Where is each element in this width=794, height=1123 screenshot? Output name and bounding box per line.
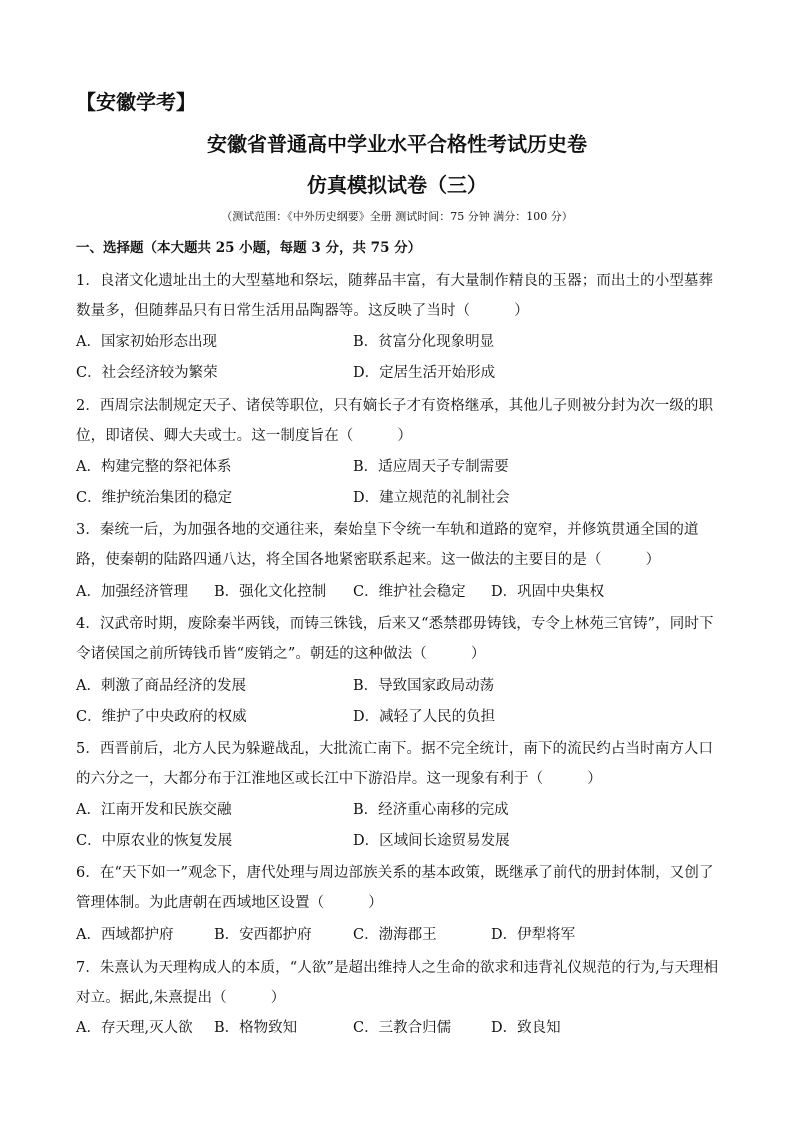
question-1-option-a[interactable]: A．国家初始形态出现	[76, 334, 217, 350]
question-7-option-d[interactable]: D．致良知	[491, 1020, 561, 1036]
exam-subtitle: 仿真模拟试卷（三）	[307, 173, 487, 197]
question-3	[76, 515, 722, 575]
question-4-option-a[interactable]: A．刺激了商品经济的发展	[76, 678, 246, 694]
question-7-close: ）	[270, 990, 286, 1006]
question-3-option-d[interactable]: D．巩固中央集权	[491, 584, 605, 600]
question-6-close: ）	[368, 895, 383, 911]
question-5-option-d[interactable]: D．区域间长途贸易发展	[353, 833, 510, 849]
exam-tag: 【安徽学考】	[76, 90, 196, 114]
question-5-option-a[interactable]: A．江南开发和民族交融	[76, 802, 232, 818]
question-7-stem: 7．朱熹认为天理构成人的本质，“人欲”是超出维持人之生命的欲求和违背礼仪规范的行为,与天理相对立。据此,朱熹提出（	[76, 960, 719, 1006]
question-1-stem: 1．良渚文化遗址出土的大型墓地和祭坛，随葬品丰富，有大量制作精良的玉器；而出土的小型墓葬数量多，但随葬品只有日常生活用品陶器等。这反映了当时（	[76, 273, 714, 319]
question-3-stem: 3．秦统一后，为加强各地的交通往来，秦始皇下令统一车轨和道路的宽窄，并修筑贯通全国的道路，使秦朝的陆路四通八达，将全国各地紧密联系起来。这一做法的主要目的是（	[76, 522, 699, 568]
question-5-stem: 5．西晋前后，北方人民为躲避战乱，大批流亡南下。据不完全统计，南下的流民约占当时南方人口的六分之一，大都分布于江淮地区或长江中下游沿岸。这一现象有利于（	[76, 741, 714, 787]
question-4-option-d[interactable]: D．减轻了人民的负担	[353, 709, 496, 725]
question-4	[76, 609, 722, 669]
question-6-option-d[interactable]: D．伊犁将军	[491, 927, 576, 943]
question-4-close: ）	[470, 646, 486, 662]
question-4-option-c[interactable]: C．维护了中央政府的权威	[76, 709, 247, 725]
question-6-option-a[interactable]: A．西域都护府	[76, 927, 174, 943]
question-5-close: ）	[587, 771, 602, 787]
exam-title: 安徽省普通高中学业水平合格性考试历史卷	[207, 132, 587, 156]
question-5-option-b[interactable]: B．经济重心南移的完成	[353, 802, 509, 818]
question-2-stem: 2．西周宗法制规定天子、诸侯等职位，只有嫡长子才有资格继承，其他儿子则被分封为次一级的职位，即诸侯、卿大夫或士。这一制度旨在（	[76, 398, 714, 444]
question-3-option-b[interactable]: B．强化文化控制	[214, 584, 327, 600]
question-4-option-b[interactable]: B．导致国家政局动荡	[353, 678, 495, 694]
question-5	[76, 734, 722, 794]
question-3-close: ）	[645, 552, 661, 568]
question-3-option-c[interactable]: C．维护社会稳定	[353, 584, 466, 600]
question-6	[76, 858, 722, 918]
question-4-stem: 4．汉武帝时期，废除秦半两钱，而铸三铢钱，后来又“悉禁郡毋铸钱，专令上林苑三官铸”，同时下令诸侯国之前所铸钱币皆“废销之”。朝廷的这种做法（	[76, 616, 714, 662]
question-6-option-c[interactable]: C．渤海郡王	[353, 927, 437, 943]
question-2-option-d[interactable]: D．建立规范的礼制社会	[353, 490, 510, 506]
question-7-option-b[interactable]: B．格物致知	[214, 1020, 298, 1036]
question-2-option-b[interactable]: B．适应周天子专制需要	[353, 459, 509, 475]
question-7	[76, 953, 722, 1013]
question-1	[76, 266, 722, 326]
question-1-option-d[interactable]: D．定居生活开始形成	[353, 365, 496, 381]
question-1-option-b[interactable]: B．贫富分化现象明显	[353, 334, 495, 350]
exam-scope: （测试范围：《中外历史纲要》全册 测试时间：75 分钟 满分：100 分）	[221, 210, 573, 223]
question-2	[76, 391, 722, 451]
question-2-option-c[interactable]: C．维护统治集团的稳定	[76, 490, 233, 506]
section-heading: 一、选择题（本大题共 25 小题，每题 3 分，共 75 分）	[76, 240, 422, 256]
question-2-option-a[interactable]: A．构建完整的祭祀体系	[76, 459, 232, 475]
question-2-close: ）	[397, 428, 413, 444]
question-1-option-c[interactable]: C．社会经济较为繁荣	[76, 365, 218, 381]
question-6-option-b[interactable]: B．安西都护府	[214, 927, 312, 943]
question-3-option-a[interactable]: A．加强经济管理	[76, 584, 188, 600]
question-7-option-c[interactable]: C．三教合归儒	[353, 1020, 452, 1036]
question-7-option-a[interactable]: A．存天理,灭人欲	[76, 1020, 193, 1036]
question-1-close: ）	[514, 303, 529, 319]
question-6-stem: 6．在“天下如一”观念下，唐代处理与周边部族关系的基本政策，既继承了前代的册封体制，又创了管理体制。为此唐朝在西域地区设置（	[76, 865, 714, 911]
question-5-option-c[interactable]: C．中原农业的恢复发展	[76, 833, 233, 849]
